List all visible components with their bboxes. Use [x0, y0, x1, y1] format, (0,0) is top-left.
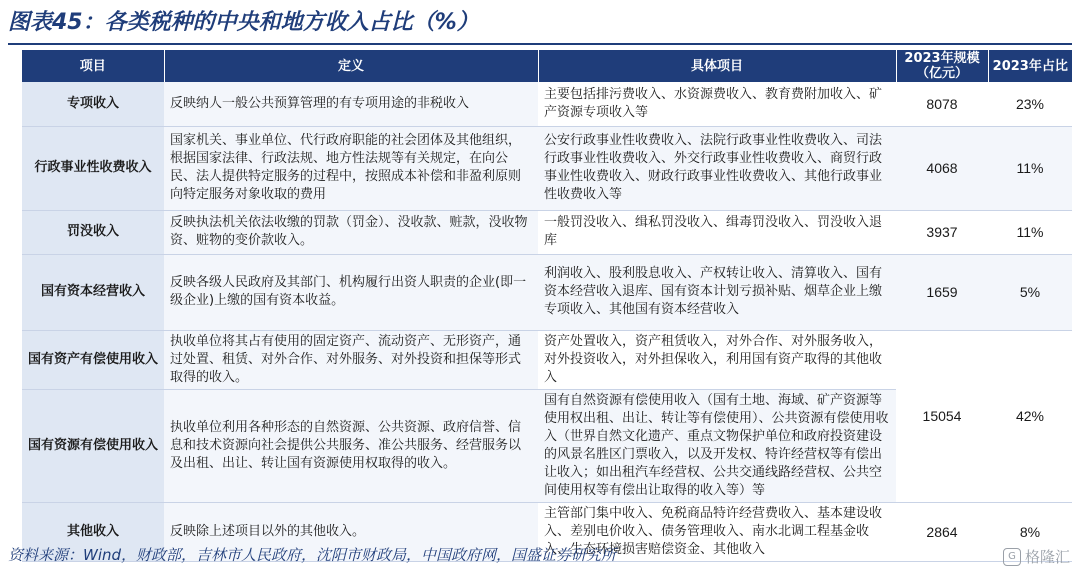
row-item: 其他收入 — [22, 502, 164, 561]
row-specific: 主管部门集中收入、免税商品特许经营费收入、基本建设收入、差别电价收入、债务管理收入、南水北调工程基金收入、生态环境损害赔偿资金、其他收入 — [538, 502, 896, 561]
row-definition: 反映除上述项目以外的其他收入。 — [164, 502, 538, 561]
row-specific: 主要包括排污费收入、水资源费收入、教育费附加收入、矿产资源专项收入等 — [538, 82, 896, 126]
row-specific: 国有自然资源有偿使用收入（国有土地、海域、矿产资源等使用权出租、出让、转让等有偿使用）、公共资源有偿使用收入（世界自然文化遗产、重点文物保护单位和政府投资建设的风景名胜区门票收入，以及开发权、特许经营权等有偿出让收入；如出租汽车经营权、公共交通线路经营权、公共空间使用权等有偿出让取得的收入等）等 — [538, 389, 896, 502]
title-divider — [8, 43, 1072, 45]
row-item: 罚没收入 — [22, 210, 164, 254]
revenue-table — [22, 50, 1072, 562]
row-definition: 反映执法机关依法收缴的罚款（罚金）、没收款、赃款，没收物资、赃物的变价款收入。 — [164, 210, 538, 254]
logo-icon: G — [1003, 548, 1021, 566]
row-share: 11% — [988, 126, 1072, 210]
row-item: 行政事业性收费收入 — [22, 126, 164, 210]
table-row — [22, 82, 1072, 126]
header-scale: 2023年规模（亿元） — [896, 50, 988, 82]
table-row — [22, 126, 1072, 210]
header-definition: 定义 — [164, 50, 538, 82]
figure-title: 图表45：各类税种的中央和地方收入占比（%） — [8, 10, 479, 35]
row-definition: 国家机关、事业单位、代行政府职能的社会团体及其他组织，根据国家法律、行政法规、地方性法规等有关规定，在向公民、法人提供特定服务的过程中，按照成本补偿和非盈利原则向特定服务对象收取的费用 — [164, 126, 538, 210]
row-share: 11% — [988, 210, 1072, 254]
row-item: 专项收入 — [22, 82, 164, 126]
row-scale: 15054 — [896, 330, 988, 502]
header-share: 2023年占比 — [988, 50, 1072, 82]
header-item: 项目 — [22, 50, 164, 82]
row-scale: 4068 — [896, 126, 988, 210]
row-definition: 执收单位利用各种形态的自然资源、公共资源、政府信誉、信息和技术资源向社会提供公共服务、准公共服务、经营服务以及出租、出让、转让国有资源使用权取得的收入。 — [164, 389, 538, 502]
watermark — [1003, 546, 1070, 567]
header-specific: 具体项目 — [538, 50, 896, 82]
row-item: 国有资源有偿使用收入 — [22, 389, 164, 502]
row-definition: 反映各级人民政府及其部门、机构履行出资人职责的企业(即一级企业)上缴的国有资本收益。 — [164, 254, 538, 330]
row-share: 42% — [988, 330, 1072, 502]
table-header-row — [22, 50, 1072, 82]
row-scale: 1659 — [896, 254, 988, 330]
row-scale: 8078 — [896, 82, 988, 126]
row-scale: 2864 — [896, 502, 988, 561]
row-definition: 执收单位将其占有使用的固定资产、流动资产、无形资产，通过处置、租赁、对外合作、对外服务、对外投资和担保等形式取得的收入。 — [164, 330, 538, 389]
source-note: 资料来源：Wind，财政部，吉林市人民政府，沈阳市财政局，中国政府网，国盛证券研究所 — [8, 546, 617, 564]
row-definition: 反映纳人一般公共预算管理的有专项用途的非税收入 — [164, 82, 538, 126]
row-share: 5% — [988, 254, 1072, 330]
row-share: 8% — [988, 502, 1072, 561]
table-row — [22, 210, 1072, 254]
table-row — [22, 330, 1072, 389]
row-item: 国有资本经营收入 — [22, 254, 164, 330]
row-specific: 利润收入、股利股息收入、产权转让收入、清算收入、国有资本经营收入退库、国有资本计划亏损补贴、烟草企业上缴专项收入、其他国有资本经营收入 — [538, 254, 896, 330]
row-specific: 公安行政事业性收费收入、法院行政事业性收费收入、司法行政事业性收费收入、外交行政事业性收费收入、商贸行政事业性收费收入、财政行政事业性收费收入、其他行政事业性收费收入等 — [538, 126, 896, 210]
table-row — [22, 254, 1072, 330]
row-scale: 3937 — [896, 210, 988, 254]
watermark-text: 格隆汇 — [1024, 548, 1070, 566]
row-share: 23% — [988, 82, 1072, 126]
row-specific: 一般罚没收入、缉私罚没收入、缉毒罚没收入、罚没收入退库 — [538, 210, 896, 254]
row-item: 国有资产有偿使用收入 — [22, 330, 164, 389]
row-specific: 资产处置收入，资产租赁收入，对外合作、对外服务收入，对外投资收入，对外担保收入，利用国有资产取得的其他收入 — [538, 330, 896, 389]
